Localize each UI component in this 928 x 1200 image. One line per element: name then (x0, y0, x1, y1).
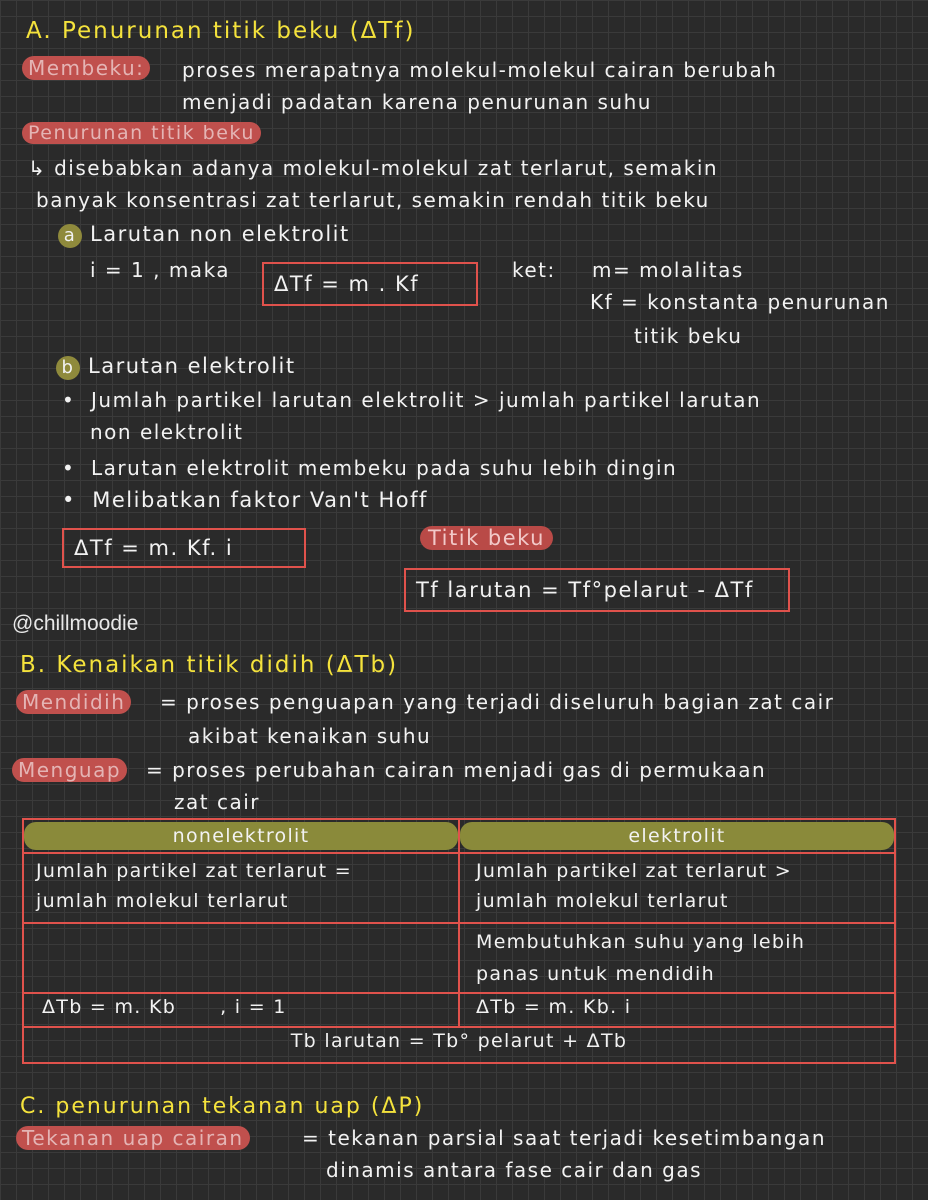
subsection-a-heading (58, 222, 350, 248)
penurunan-titik-beku-label: Penurunan titik beku (22, 122, 261, 144)
table-row (23, 993, 895, 1027)
membeku-definition-line1: proses merapatnya molekul-molekul cairan berubah (182, 58, 778, 82)
ket-label: ket: (512, 258, 556, 282)
right-formula-cell: ΔTb = m. Kb. i (459, 993, 895, 1027)
subsection-a-title: Larutan non elektrolit (90, 222, 350, 246)
a-i-equals: i = 1 , maka (90, 258, 231, 282)
mendidih-definition-line2: akibat kenaikan suhu (188, 724, 432, 748)
table-header-left (23, 819, 459, 853)
left-row2-cell (23, 923, 459, 993)
membeku-label: Membeku: (22, 56, 150, 80)
bullet-1-line1: Jumlah partikel larutan elektrolit > jumlah partikel larutan (91, 388, 762, 412)
right-row2-cell: Membutuhkan suhu yang lebih panas untuk mendidih (459, 923, 895, 993)
ket-m: m= molalitas (592, 258, 744, 282)
section-a-title: A. Penurunan titik beku (ΔTf) (26, 18, 416, 44)
table-header-row (23, 819, 895, 853)
left-row1-cell: Jumlah partikel zat terlarut = jumlah molekul terlarut (23, 853, 459, 923)
cause-line2: banyak konsentrasi zat terlarut, semakin rendah titik beku (36, 188, 710, 212)
table-row (23, 923, 895, 993)
menguap-definition-line2: zat cair (174, 790, 260, 814)
ket-kf-line1: Kf = konstanta penurunan (590, 290, 890, 314)
tekanan-definition-line2: dinamis antara fase cair dan gas (326, 1158, 702, 1182)
b-formula-box: ΔTf = m. Kf. i (62, 528, 306, 568)
menguap-label: Menguap (12, 758, 127, 782)
table-header-right (459, 819, 895, 853)
tekanan-definition-line1: = tekanan parsial saat terjadi kesetimbangan (302, 1126, 826, 1150)
tekanan-uap-label: Tekanan uap cairan (16, 1126, 250, 1150)
membeku-definition-line2: menjadi padatan karena penurunan suhu (182, 90, 652, 114)
bottom-formula-cell: Tb larutan = Tb° pelarut + ΔTb (23, 1027, 895, 1063)
table-row (23, 853, 895, 923)
comparison-table (22, 818, 896, 1064)
cause-line1: ↳ disebabkan adanya molekul-molekul zat terlarut, semakin (28, 156, 719, 180)
marker-b: b (56, 356, 80, 380)
marker-a: a (58, 224, 82, 248)
section-b-title: B. Kenaikan titik didih (ΔTb) (20, 652, 399, 678)
column-elektrolit: elektrolit (460, 822, 894, 850)
watermark: @chillmoodie (12, 612, 139, 635)
a-formula-box: ΔTf = m . Kf (262, 262, 478, 306)
mendidih-definition-line1: = proses penguapan yang terjadi diseluruh bagian zat cair (160, 690, 835, 714)
column-nonelektrolit: nonelektrolit (24, 822, 458, 850)
section-c-title: C. penurunan tekanan uap (ΔP) (20, 1094, 425, 1119)
mendidih-label: Mendidih (16, 690, 131, 714)
bullet-3-text: Melibatkan faktor Van't Hoff (92, 488, 428, 512)
bullet-1-line2: non elektrolit (90, 420, 244, 444)
ket-kf-line2: titik beku (634, 324, 743, 348)
menguap-definition-line1: = proses perubahan cairan menjadi gas di permukaan (146, 758, 767, 782)
subsection-b-title: Larutan elektrolit (88, 354, 296, 378)
titik-beku-label: Titik beku (420, 526, 553, 550)
table-row (23, 1027, 895, 1063)
right-row1-cell: Jumlah partikel zat terlarut > jumlah molekul terlarut (459, 853, 895, 923)
left-formula-cell: ΔTb = m. Kb , i = 1 (23, 993, 459, 1027)
tf-formula-box: Tf larutan = Tf°pelarut - ΔTf (404, 568, 790, 612)
bullet-3: • Melibatkan faktor Van't Hoff (62, 488, 428, 512)
bullet-1: • Jumlah partikel larutan elektrolit > jumlah partikel larutan (62, 388, 762, 412)
subsection-b-heading (56, 354, 296, 380)
bullet-2-text: Larutan elektrolit membeku pada suhu lebih dingin (91, 456, 678, 480)
bullet-2: • Larutan elektrolit membeku pada suhu lebih dingin (62, 456, 678, 480)
